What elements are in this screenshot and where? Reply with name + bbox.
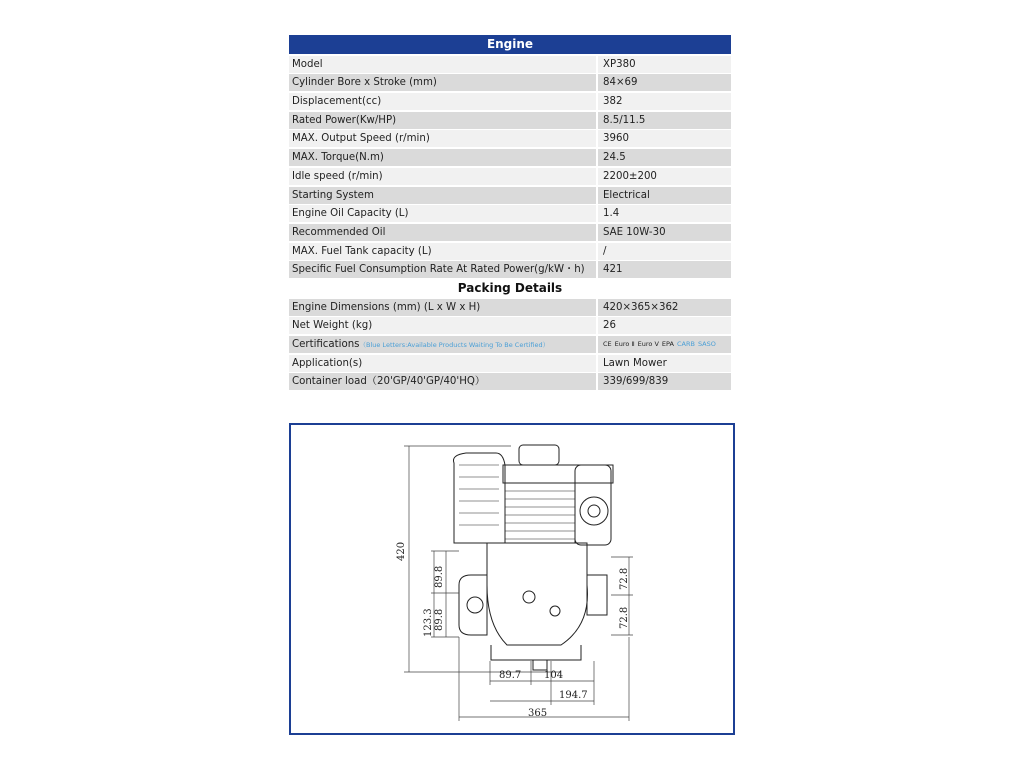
spec-row-model (289, 56, 731, 73)
spec-label: Application(s) (289, 355, 598, 372)
spec-row-engine-dimensions (289, 299, 731, 316)
spec-table (289, 35, 731, 390)
cert-euro-5: Euro V (637, 340, 659, 348)
spec-label: MAX. Torque(N.m) (289, 149, 598, 166)
cert-euro-2: Euro Ⅱ (614, 340, 635, 348)
spec-value: XP380 (603, 58, 636, 70)
spec-label: MAX. Output Speed (r/min) (289, 130, 598, 147)
dim-bottom-left: 89.7 (499, 670, 522, 681)
spec-row-idle-speed (289, 168, 731, 185)
spec-label: Engine Dimensions (mm) (L x W x H) (289, 299, 598, 316)
engine-section-title: Engine (289, 35, 731, 54)
spec-row-certifications (289, 336, 731, 353)
spec-label: Rated Power(Kw/HP) (289, 112, 598, 129)
cert-ce: CE (603, 340, 612, 348)
spec-row-bore-stroke (289, 74, 731, 91)
spec-value: 8.5/11.5 (603, 114, 646, 126)
spec-row-fuel-consumption (289, 261, 731, 278)
spec-value: 382 (603, 96, 623, 108)
spec-row-starting-system (289, 187, 731, 204)
spec-value: Electrical (603, 189, 650, 201)
certifications-list (598, 336, 731, 353)
dim-width-total: 365 (528, 708, 548, 719)
spec-value: / (603, 245, 607, 257)
spec-value: 421 (603, 264, 623, 276)
spec-label: Engine Oil Capacity (L) (289, 205, 598, 222)
spec-row-oil-capacity (289, 205, 731, 222)
spec-label: MAX. Fuel Tank capacity (L) (289, 243, 598, 260)
spec-row-displacement (289, 93, 731, 110)
spec-label: Container load（20'GP/40'GP/40'HQ） (289, 373, 598, 390)
spec-value: SAE 10W-30 (603, 226, 666, 238)
spec-label (289, 336, 598, 353)
spec-value: 24.5 (603, 152, 626, 164)
packing-section-title: Packing Details (289, 280, 731, 297)
spec-value: 3960 (603, 133, 629, 145)
spec-value: 84×69 (603, 77, 638, 89)
engine-outline (454, 445, 614, 670)
spec-value: 26 (603, 320, 616, 332)
cert-epa: EPA (661, 340, 674, 348)
spec-row-rated-power (289, 112, 731, 129)
cert-carb: CARB (676, 340, 695, 348)
spec-label: Starting System (289, 187, 598, 204)
spec-value: 339/699/839 (603, 376, 669, 388)
dim-bottom-right: 194.7 (559, 690, 588, 701)
spec-value: 1.4 (603, 208, 620, 220)
engine-technical-drawing (291, 425, 737, 737)
spec-value: 2200±200 (603, 170, 657, 182)
spec-label: Recommended Oil (289, 224, 598, 241)
spec-label: Cylinder Bore x Stroke (mm) (289, 74, 598, 91)
spec-row-max-speed (289, 130, 731, 147)
spec-value: 420×365×362 (603, 301, 679, 313)
spec-row-application (289, 355, 731, 372)
dim-bottom-mid: 104 (544, 670, 564, 681)
spec-row-net-weight (289, 317, 731, 334)
spec-row-recommended-oil (289, 224, 731, 241)
certifications-label: Certifications (292, 339, 360, 350)
spec-value: Lawn Mower (603, 357, 667, 369)
cert-saso: SASO (697, 340, 716, 348)
dim-left-total: 123.3 (423, 608, 434, 637)
spec-row-container-load (289, 373, 731, 390)
spec-row-fuel-tank (289, 243, 731, 260)
dim-height-total: 420 (396, 541, 407, 561)
spec-label: Model (289, 56, 598, 73)
certifications-note: （Blue Letters:Available Products Waiting To Be Certified） (359, 341, 550, 349)
dim-right-lower: 72.8 (619, 606, 630, 629)
spec-label: Net Weight (kg) (289, 317, 598, 334)
engine-drawing-frame (289, 423, 735, 735)
spec-label: Specific Fuel Consumption Rate At Rated Power(g/kW・h) (289, 261, 598, 278)
spec-row-max-torque (289, 149, 731, 166)
spec-label: Idle speed (r/min) (289, 168, 598, 185)
dim-right-upper: 72.8 (619, 567, 630, 590)
spec-label: Displacement(cc) (289, 93, 598, 110)
dim-left-lower: 89.8 (434, 608, 445, 631)
dim-left-upper: 89.8 (434, 565, 445, 588)
